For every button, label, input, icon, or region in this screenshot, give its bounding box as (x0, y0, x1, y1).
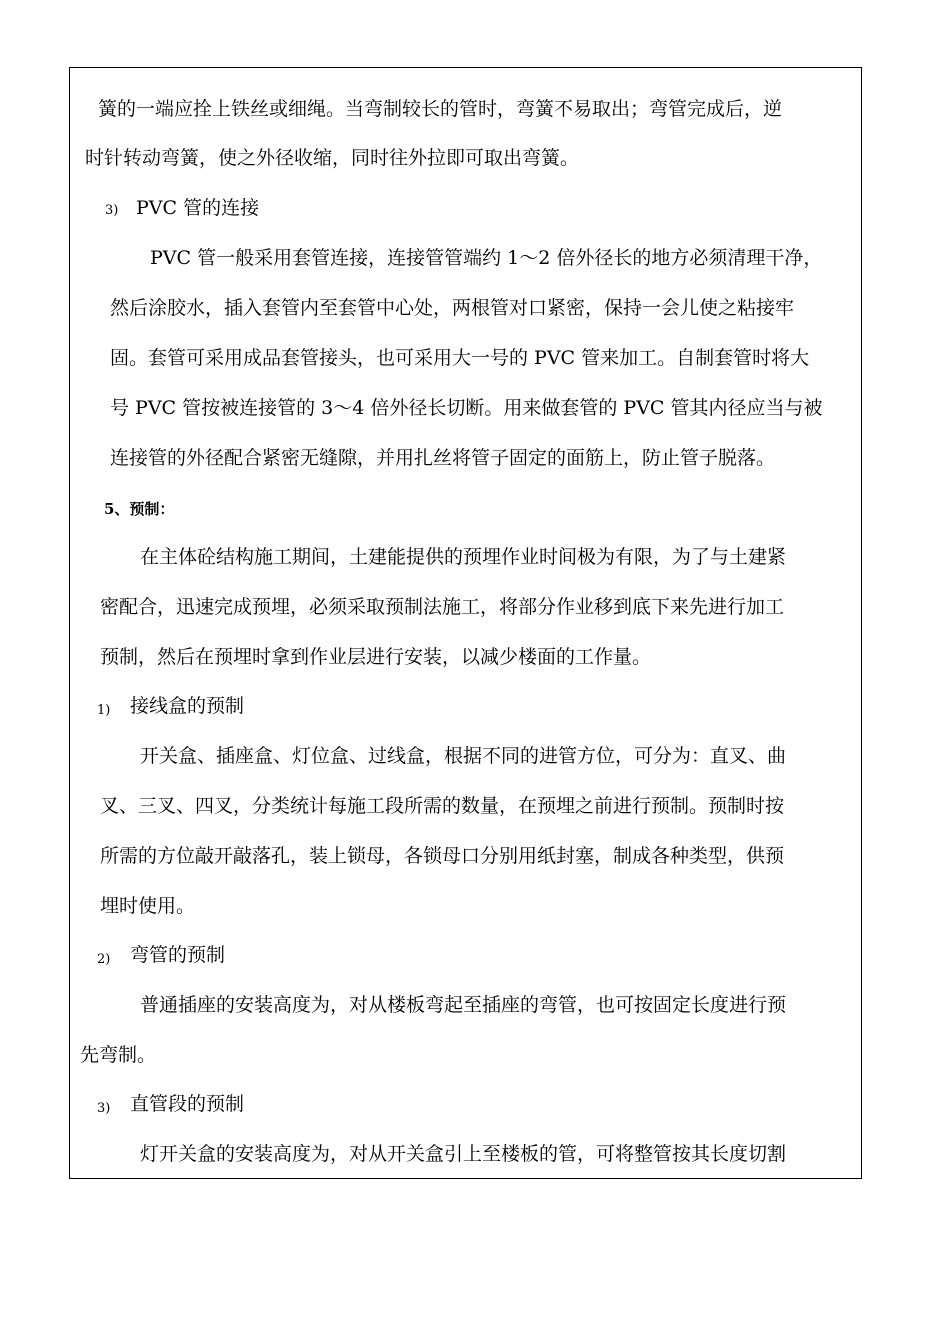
section-heading: 5、预制： (104, 500, 175, 518)
text-line: 固。套管可采用成品套管接头，也可采用大一号的 PVC 管来加工。自制套管时将大 (110, 347, 810, 369)
text-line: PVC 管一般采用套管连接，连接管管端约 1～2 倍外径长的地方必须清理干净， (150, 247, 823, 269)
section-heading: 接线盒的预制 (130, 695, 245, 717)
text-line: 密配合，迅速完成预埋，必须采取预制法施工，将部分作业移到底下来先进行加工 (100, 596, 785, 618)
text-line: 普通插座的安装高度为，对从楼板弯起至插座的弯管，也可按固定长度进行预 (140, 994, 787, 1016)
text-line: 叉、三叉、四叉，分类统计每施工段所需的数量，在预埋之前进行预制。预制时按 (100, 795, 785, 817)
text-line: 簧的一端应拴上铁丝或细绳。当弯制较长的管时，弯簧不易取出；弯管完成后，逆 (98, 98, 783, 120)
list-marker: 1) (97, 703, 111, 718)
text-line: 连接管的外径配合紧密无缝隙，并用扎丝将管子固定的面筋上，防止管子脱落。 (110, 447, 776, 469)
text-line: 开关盒、插座盒、灯位盒、过线盒，根据不同的进管方位，可分为：直叉、曲 (140, 745, 787, 767)
section-heading: PVC 管的连接 (136, 197, 260, 219)
text-line: 埋时使用。 (100, 895, 196, 917)
text-line: 灯开关盒的安装高度为，对从开关盒引上至楼板的管，可将整管按其长度切割 (140, 1143, 787, 1165)
section-heading: 弯管的预制 (130, 944, 226, 966)
text-line: 号 PVC 管按被连接管的 3～4 倍外径长切断。用来做套管的 PVC 管其内径应当与被 (110, 397, 823, 419)
text-line: 先弯制。 (80, 1044, 157, 1066)
list-marker: 3) (105, 203, 119, 218)
text-line: 预制，然后在预埋时拿到作业层进行安装，以减少楼面的工作量。 (100, 646, 652, 668)
text-line: 所需的方位敲开敲落孔，装上锁母，各锁母口分别用纸封塞，制成各种类型，供预 (100, 845, 785, 867)
text-line: 在主体砼结构施工期间，土建能提供的预埋作业时间极为有限，为了与土建紧 (140, 546, 787, 568)
list-marker: 2) (97, 952, 111, 967)
section-heading: 直管段的预制 (130, 1093, 245, 1115)
list-marker: 3) (97, 1101, 111, 1116)
text-line: 然后涂胶水，插入套管内至套管中心处，两根管对口紧密，保持一会儿使之粘接牢 (110, 297, 795, 319)
text-line: 时针转动弯簧，使之外径收缩，同时往外拉即可取出弯簧。 (85, 147, 580, 169)
